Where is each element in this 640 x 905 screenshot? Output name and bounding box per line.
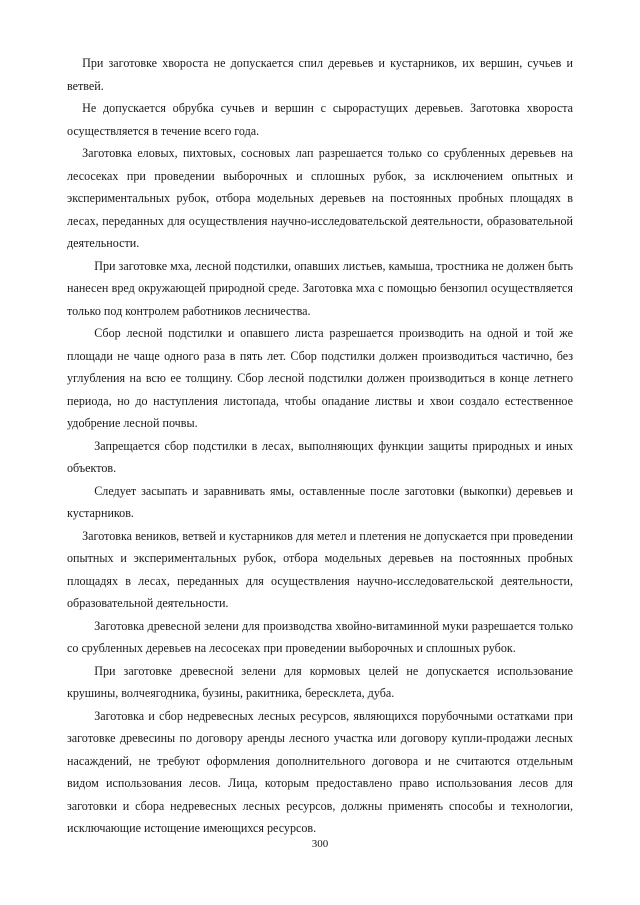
paragraph: Запрещается сбор подстилки в лесах, выполняющих функции защиты природных и иных объектов. bbox=[67, 438, 573, 475]
paragraph: Не допускается обрубка сучьев и вершин с сырорастущих деревьев. Заготовка хвороста осуществляется в течение всего года. bbox=[67, 101, 573, 138]
paragraph: При заготовке мха, лесной подстилки, опавших листьев, камыша, тростника не должен быть нанесен вред окружающей природной среде. Заготовка мха с помощью бензопил осуществляется только под контролем работников лесничества. bbox=[67, 258, 573, 318]
paragraph: Следует засыпать и заравнивать ямы, оставленные после заготовки (выкопки) деревьев и кустарников. bbox=[67, 483, 573, 520]
paragraph: При заготовке древесной зелени для кормовых целей не допускается использование крушины, волчеягодника, бузины, ракитника, бересклета, дуба. bbox=[67, 663, 573, 700]
paragraph: Заготовка веников, ветвей и кустарников для метел и плетения не допускается при проведении опытных и экспериментальных рубок, отбора модельных деревьев на постоянных пробных площадях в лесах, переданных для осуществления научно-исследовательской деятельности, образовательной деятельности. bbox=[67, 528, 573, 610]
paragraph: Заготовка еловых, пихтовых, сосновых лап разрешается только со срубленных деревьев на лесосеках при проведении выборочных и сплошных рубок, за исключением опытных и экспериментальных рубок, отбора модельных деревьев на постоянных пробных площадях в лесах, переданных для осуществления научно-исследовательской деятельности, образовательной деятельности. bbox=[67, 146, 573, 250]
paragraph: При заготовке хвороста не допускается спил деревьев и кустарников, их вершин, сучьев и ветвей. bbox=[67, 56, 573, 93]
paragraph: Заготовка древесной зелени для производства хвойно-витаминной муки разрешается только со срубленных деревьев на лесосеках при проведении выборочных и сплошных рубок. bbox=[67, 618, 573, 655]
paragraph: Заготовка и сбор недревесных лесных ресурсов, являющихся порубочными остатками при заготовке древесины по договору аренды лесного участка или договору купли-продажи лесных насаждений, не требуют оформления дополнительного договора и не считаются отдельным видом использования лесов. Лица, которым предоставлено право использования лесов для заготовки и сбора недревесных лесных ресурсов, должны применять способы и технологии, исключающие истощение имеющихся ресурсов. bbox=[67, 708, 573, 835]
paragraph: Сбор лесной подстилки и опавшего листа разрешается производить на одной и той же площади не чаще одного раза в пять лет. Сбор подстилки должен производиться частично, без углубления на всю ее толщину. Сбор лесной подстилки должен производиться в конце летнего периода, но до наступления листопада, чтобы опадание листвы и хвои создало естественное удобрение лесной почвы. bbox=[67, 326, 573, 430]
page-number: 300 bbox=[311, 838, 329, 850]
